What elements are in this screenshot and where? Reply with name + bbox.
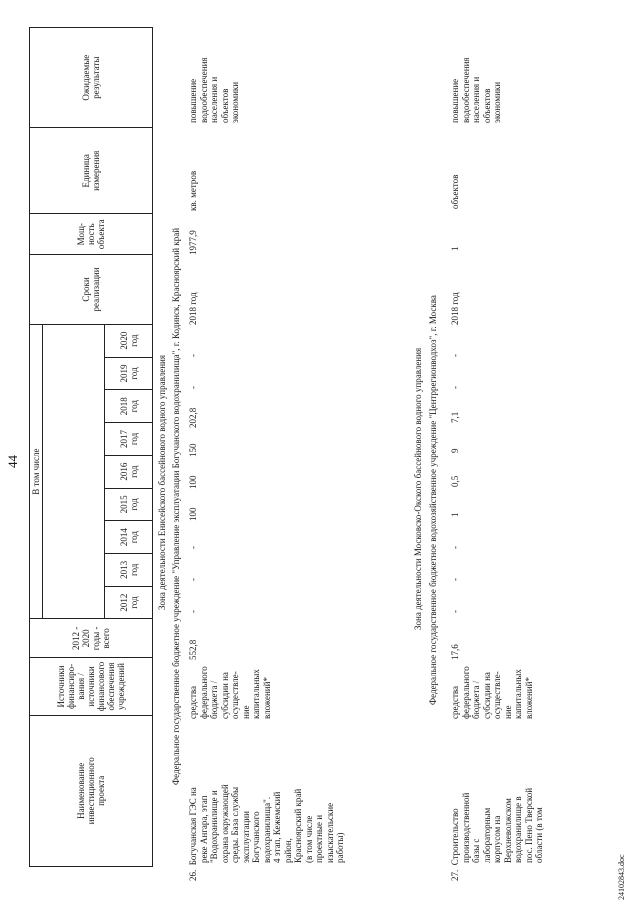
zone-title: Зона деятельности Московско-Окского бассейнового водного управления bbox=[413, 347, 423, 630]
header-results: Ожидаемые результаты bbox=[30, 28, 153, 128]
row-26-2014: - bbox=[188, 546, 198, 549]
row-27-unit: объектов bbox=[450, 174, 460, 209]
row-26-number: 26. bbox=[188, 869, 198, 881]
header-sources: Источники финансиро- вания / источники финансового обеспечения учреждений bbox=[30, 658, 153, 715]
row-26-2018: 202,8 bbox=[188, 407, 198, 428]
row-26-2017: 150 bbox=[188, 443, 198, 457]
table-header bbox=[29, 27, 153, 867]
header-in-that-number: В том числе bbox=[30, 324, 43, 619]
row-26-term: 2018 год bbox=[188, 292, 198, 325]
header-unit: Единица измерения bbox=[30, 128, 153, 214]
header-year-2015: 2015 год bbox=[105, 488, 153, 521]
row-27-2012: - bbox=[450, 610, 460, 613]
row-26-2015: 100 bbox=[188, 507, 198, 521]
header-year-2013: 2013 год bbox=[105, 554, 153, 587]
header-year-2012: 2012 год bbox=[105, 586, 153, 619]
header-term: Сроки реализации bbox=[30, 255, 153, 325]
row-27-name: 27. Строительство производственной базы с лабораторным корпусом на Верхневолжском водохранилище в пос. Пено Тверской области (в том bbox=[450, 787, 544, 881]
row-26-result: повышение водообеспечения населения и объектов экономики bbox=[188, 57, 240, 123]
header-year-2016: 2016 год bbox=[105, 455, 153, 488]
row-26-2020: - bbox=[188, 354, 198, 357]
row-26-source: средства федерального бюджета / субсидии на осуществле- ние капитальных вложений* bbox=[188, 666, 272, 719]
row-27-2014: - bbox=[450, 546, 460, 549]
footer-filename: 24102843.doc bbox=[617, 854, 626, 900]
row-27-total: 17,6 bbox=[450, 644, 460, 660]
row-26-2016: 100 bbox=[188, 475, 198, 489]
row-27-2016: 0,5 bbox=[450, 475, 460, 487]
row-26-total: 552,8 bbox=[188, 639, 198, 660]
row-26-2012: - bbox=[188, 610, 198, 613]
page-number: 44 bbox=[5, 455, 20, 468]
row-27-2015: 1 bbox=[450, 512, 460, 517]
header-total: 2012 - 2020 годы - всего bbox=[30, 619, 153, 658]
institution-title: Федеральное государственное бюджетное водохозяйственное учреждение "Центррегионводхоз", г. Москва bbox=[428, 295, 438, 705]
row-27-result: повышение водообеспечения населения и объектов экономики bbox=[450, 57, 502, 123]
header-year-2018: 2018 год bbox=[105, 390, 153, 423]
header-year-2020: 2020 год bbox=[105, 324, 153, 357]
header-name: Наименование инвестиционного проекта bbox=[30, 715, 153, 866]
header-year-2019: 2019 год bbox=[105, 357, 153, 390]
row-26-2013: - bbox=[188, 578, 198, 581]
header-blank-band bbox=[43, 324, 105, 619]
row-26-name: 26. Богучанская ГЭС на реке Ангара, этап "Водохранилище и охрана окружающей среды. База службы эксплуатации Богучанского водохранилища". 4 этап, Кежемский район, Красноярский край (в том числе проектные и изыскательские работы) bbox=[188, 784, 345, 881]
institution-title: Федеральное государственное бюджетное учреждение "Управление эксплуатации Богучанского водохранилища", г. Кодинск, Красноярский край bbox=[171, 227, 181, 785]
row-27-2017: 9 bbox=[450, 448, 460, 453]
zone-title: Зона деятельности Енисейского бассейнового водного управления bbox=[157, 355, 167, 610]
row-27-2019: - bbox=[450, 386, 460, 389]
row-26-capacity: 1977,9 bbox=[188, 230, 198, 255]
row-27-2018: 7,1 bbox=[450, 411, 460, 423]
row-27-number: 27. bbox=[450, 869, 460, 881]
row-26-unit: кв. метров bbox=[188, 170, 198, 211]
row-27-2020: - bbox=[450, 354, 460, 357]
row-27-source: средства федерального бюджета / субсидии на осуществле- ние капитальных вложений* bbox=[450, 666, 534, 719]
header-capacity: Мощ- ность объекта bbox=[30, 214, 153, 255]
header-year-2014: 2014 год bbox=[105, 521, 153, 554]
header-year-2017: 2017 год bbox=[105, 423, 153, 456]
row-27-capacity: 1 bbox=[450, 246, 460, 251]
row-27-2013: - bbox=[450, 578, 460, 581]
row-27-term: 2018 год bbox=[450, 292, 460, 325]
row-26-2019: - bbox=[188, 386, 198, 389]
